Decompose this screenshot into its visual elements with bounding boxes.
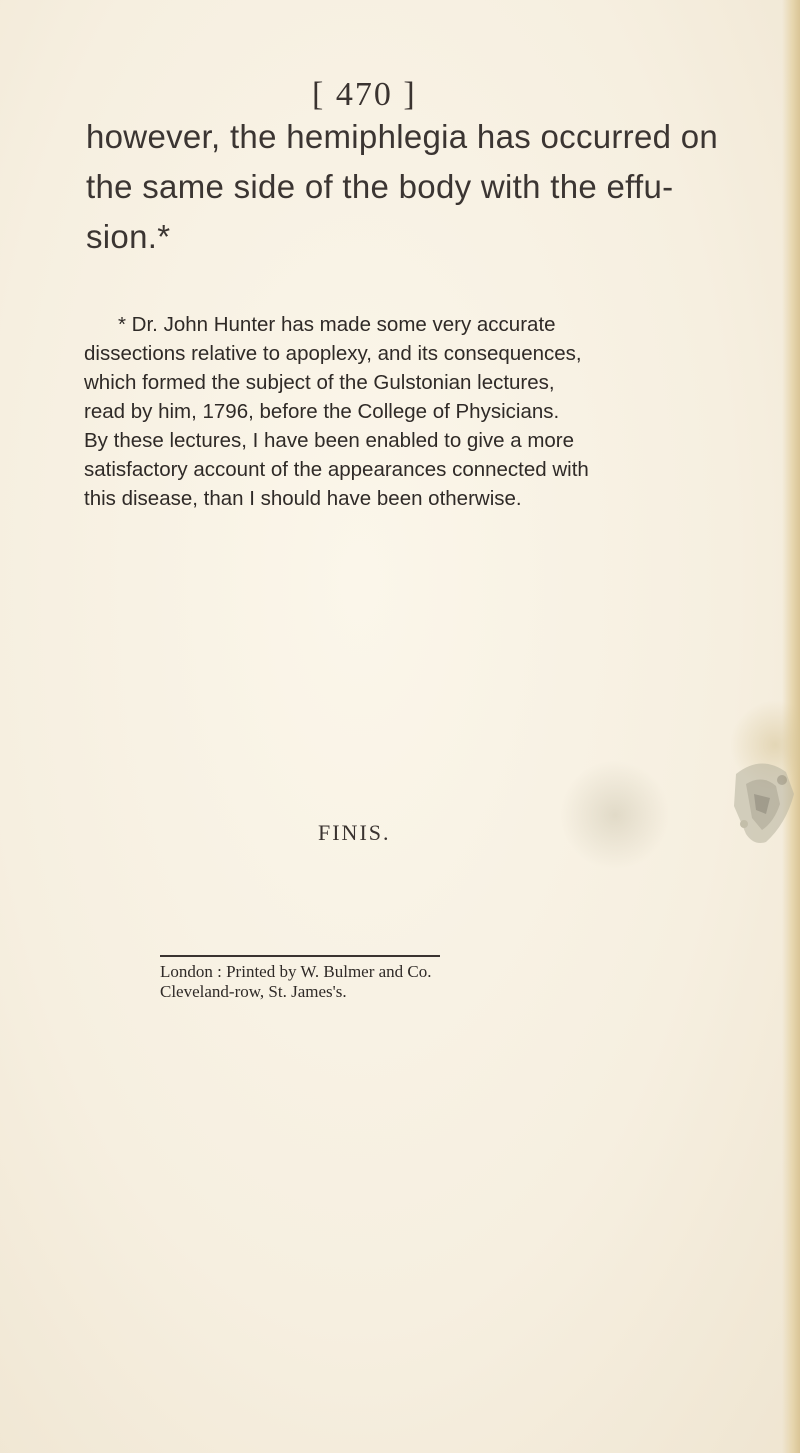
printer-imprint xyxy=(160,962,432,1002)
imprint-line: London : Printed by W. Bulmer and Co. xyxy=(160,962,432,981)
footnote xyxy=(84,310,724,513)
imprint-line: Cleveland-row, St. James's. xyxy=(160,982,347,1001)
body-text xyxy=(86,112,736,262)
library-stamp-icon xyxy=(734,763,794,843)
library-stamp xyxy=(716,754,800,850)
page-number: [ 470 ] xyxy=(312,76,417,113)
divider-line xyxy=(160,955,440,957)
paper-stain xyxy=(560,760,670,870)
body-line: however, the hemiphlegia has occurred on xyxy=(86,118,719,155)
body-line: the same side of the body with the effu- xyxy=(86,168,674,205)
footnote-line: which formed the subject of the Gulstonian lectures, xyxy=(84,371,555,394)
footnote-line: * Dr. John Hunter has made some very accurate xyxy=(118,313,556,336)
footnote-line: By these lectures, I have been enabled to give a more xyxy=(84,429,575,452)
footnote-line: read by him, 1796, before the College of Physicians. xyxy=(84,400,560,423)
footnote-line: satisfactory account of the appearances connected with xyxy=(84,458,589,481)
footnote-line: dissections relative to apoplexy, and its consequences, xyxy=(84,342,582,365)
footnote-line: this disease, than I should have been otherwise. xyxy=(84,487,522,510)
finis-heading: FINIS. xyxy=(318,820,391,845)
body-line: sion.* xyxy=(86,218,171,255)
